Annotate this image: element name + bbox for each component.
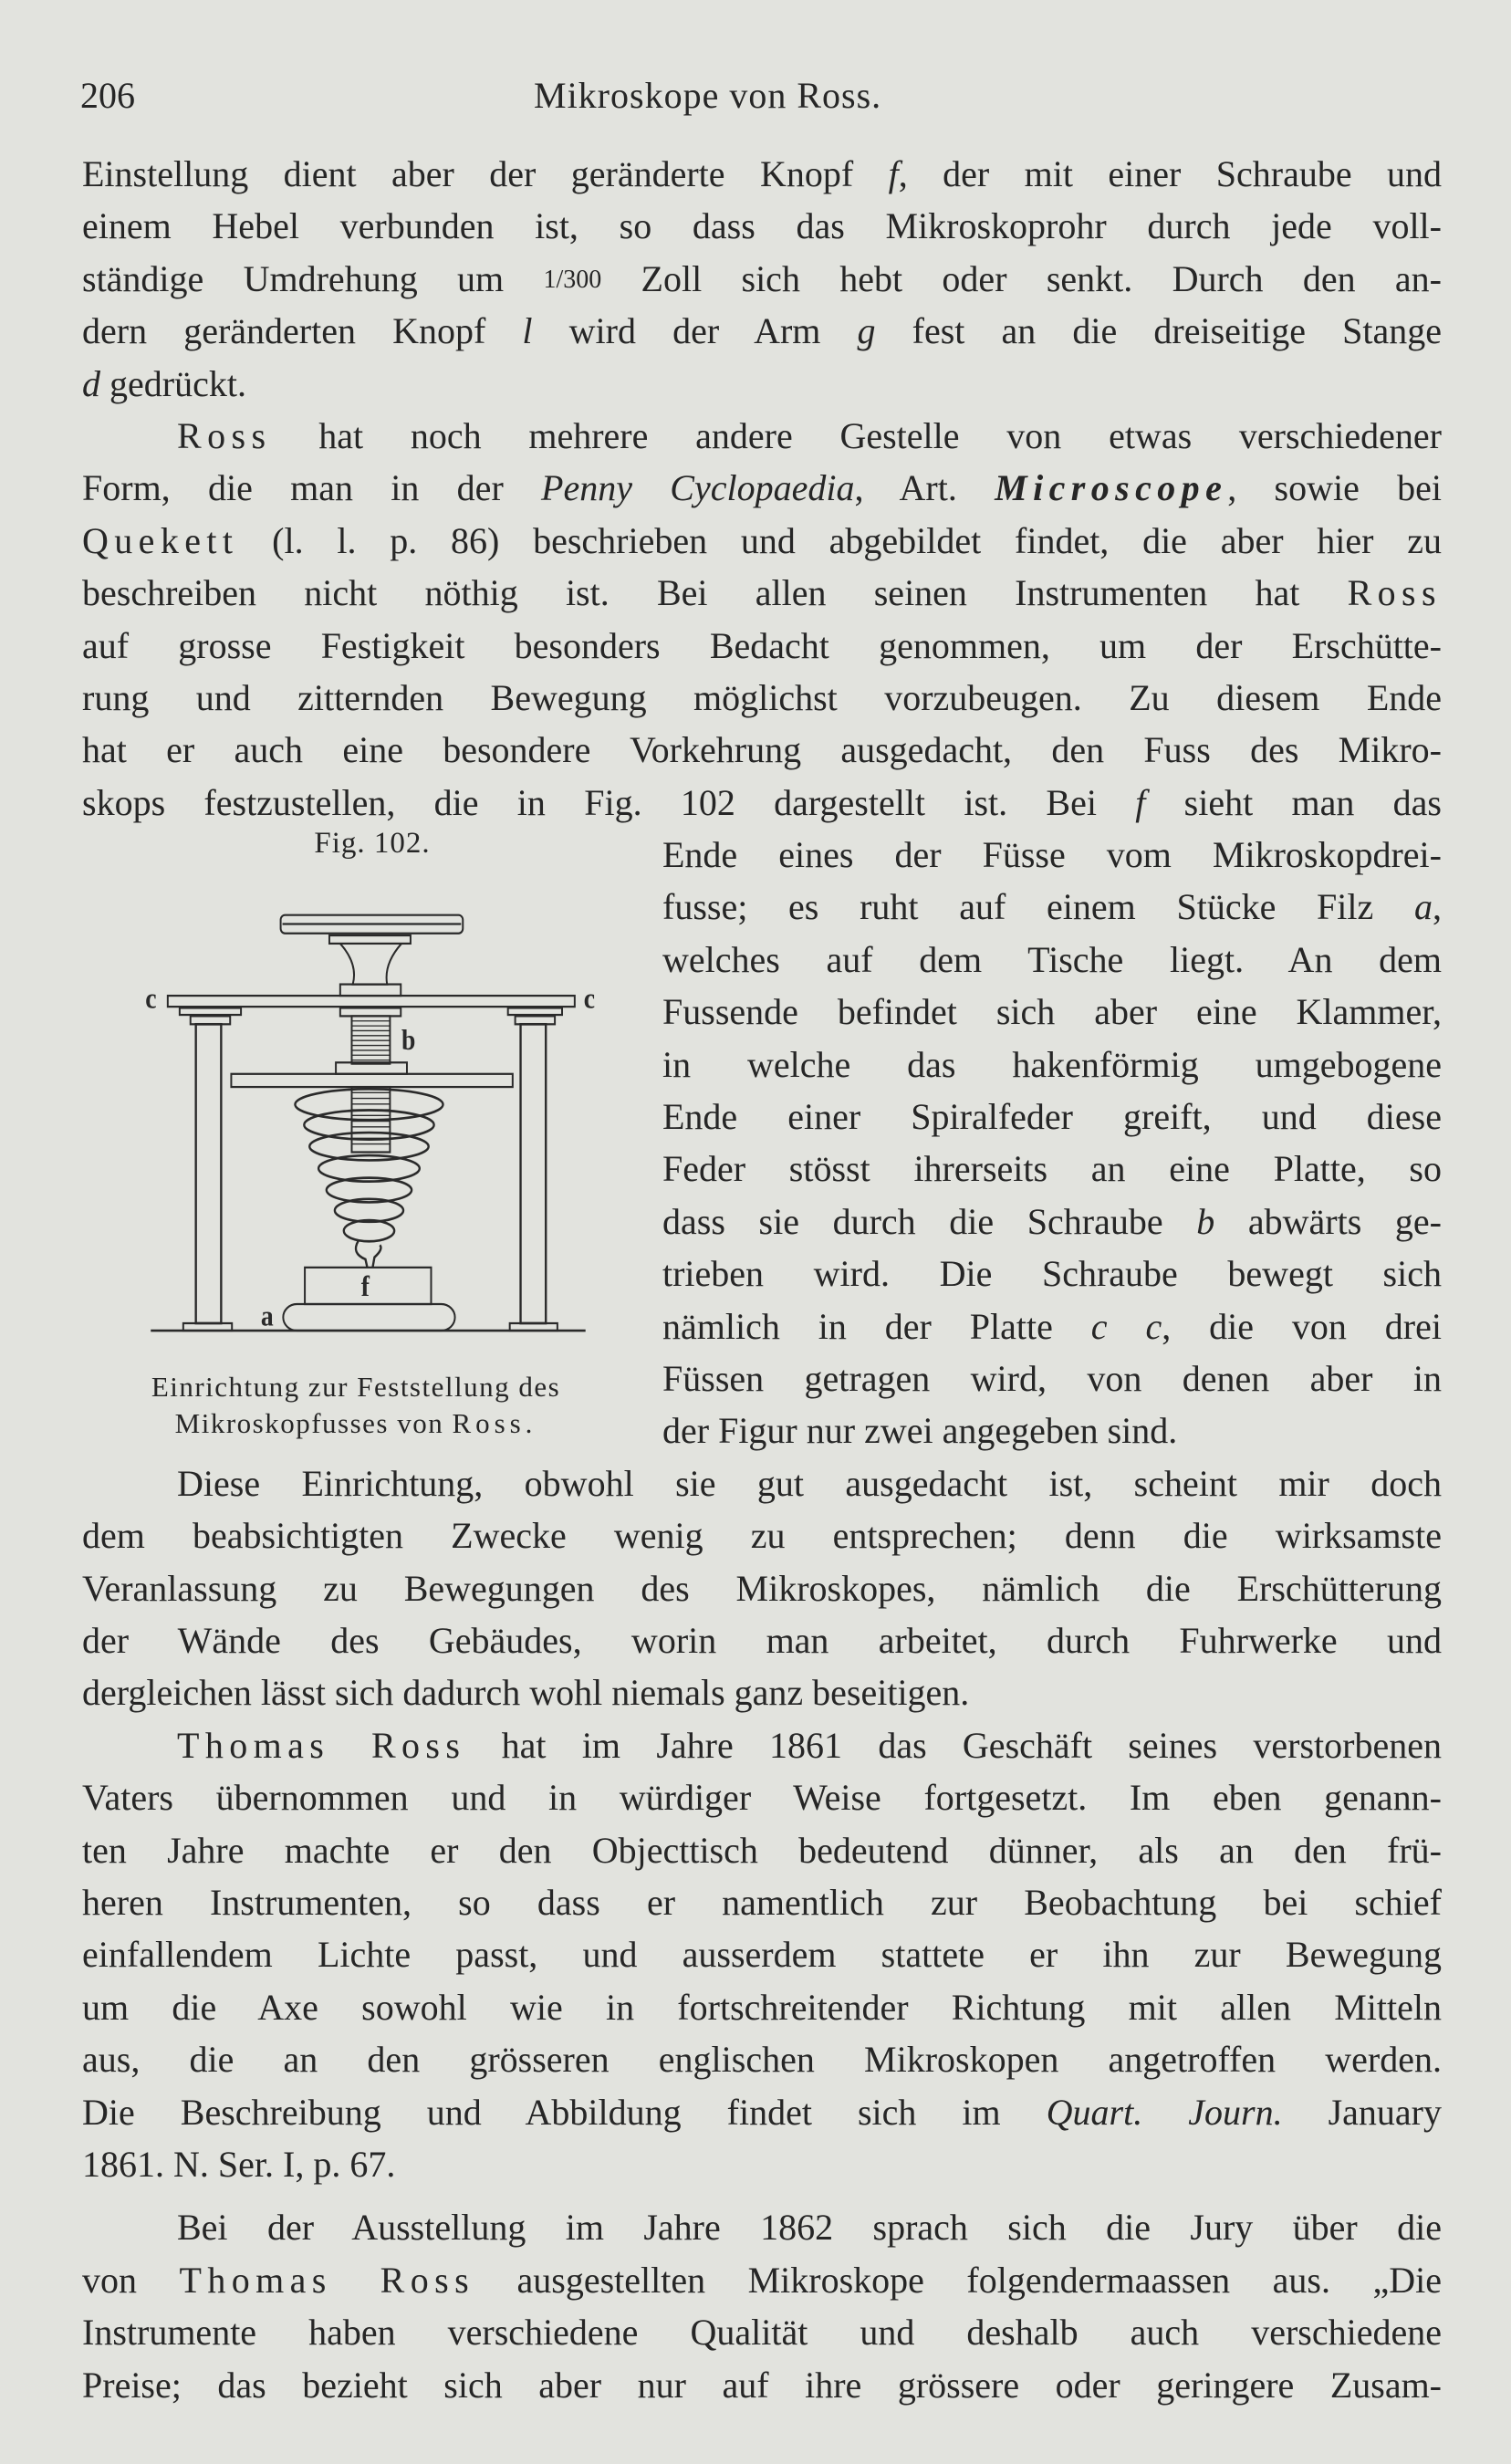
text-run: heren Instrumenten, so dass er namentlich zur Beobachtung bei schief bbox=[82, 1882, 1442, 1923]
italic-text: f bbox=[888, 153, 899, 194]
text-run: Preise; das bezieht sich aber nur auf ihre grössere oder geringere Zusam- bbox=[82, 2364, 1442, 2406]
text-run: dass sie durch die Schraube bbox=[662, 1200, 1197, 1242]
text-run: Zoll sich hebt oder senkt. Durch den an- bbox=[601, 257, 1442, 299]
text-run: hat im Jahre 1861 das Geschäft seines verstorbenen bbox=[465, 1724, 1442, 1766]
italic-text: d bbox=[82, 362, 100, 404]
text-line bbox=[662, 1404, 1442, 1456]
italic-text: l bbox=[522, 310, 533, 352]
text-run: Bei der Ausstellung im Jahre 1862 sprach sich die Jury über die bbox=[177, 2207, 1442, 2249]
italic-text: Microscope bbox=[995, 467, 1228, 509]
text-line bbox=[82, 1562, 1442, 1614]
text-run: dern geränderten Knopf bbox=[82, 310, 523, 352]
text-run: von bbox=[82, 2259, 180, 2301]
text-line bbox=[82, 2201, 1442, 2253]
text-line bbox=[662, 934, 1442, 986]
text-line bbox=[82, 2086, 1442, 2138]
text-run: trieben wird. Die Schraube bewegt sich bbox=[662, 1253, 1442, 1295]
text-line bbox=[662, 829, 1442, 881]
italic-text: b bbox=[1196, 1200, 1215, 1242]
text-run: in welche das hakenförmig umgebogene bbox=[662, 1043, 1442, 1085]
text-run: , Art. bbox=[854, 467, 995, 509]
label-b: b bbox=[401, 1025, 416, 1057]
text-run: Füssen getragen wird, von denen aber in bbox=[662, 1357, 1442, 1399]
text-run: fusse; es ruht auf einem Stücke Filz bbox=[662, 886, 1414, 928]
text-line bbox=[662, 1143, 1442, 1195]
column-left bbox=[180, 1008, 241, 1331]
text-run: um die Axe sowohl wie in fortschreitender Richtung mit allen Mitteln bbox=[82, 1986, 1442, 2028]
text-line bbox=[82, 2254, 1442, 2306]
text-run: der Wände des Gebäudes, worin man arbeitet, durch Fuhrwerke und bbox=[82, 1620, 1442, 1662]
text-line bbox=[82, 2033, 1442, 2085]
text-run: welches auf dem Tische liegt. An dem bbox=[662, 938, 1442, 980]
paragraph-2 bbox=[82, 410, 1442, 829]
text-line bbox=[82, 358, 1442, 410]
text-run: auf grosse Festigkeit besonders Bedacht genommen, um der Erschütte- bbox=[82, 624, 1442, 666]
text-run: beschreiben nicht nöthig ist. Bei allen seinen Instrumenten hat bbox=[82, 572, 1348, 614]
spaced-name: Quekett bbox=[82, 519, 239, 561]
caption-text: Mikroskopfusses von bbox=[174, 1407, 453, 1440]
text-line bbox=[82, 1981, 1442, 2033]
text-line bbox=[82, 2306, 1442, 2358]
text-run: , sowie bei bbox=[1227, 467, 1442, 509]
spaced-name: Ross bbox=[177, 414, 272, 456]
text-run: , bbox=[1433, 886, 1442, 928]
text-line bbox=[82, 2138, 1442, 2190]
microscope-foot-illustration bbox=[91, 821, 657, 1460]
text-line bbox=[82, 410, 1442, 462]
text-run: hat er auch eine besondere Vorkehrung ausgedacht, den Fuss des Mikro- bbox=[82, 729, 1442, 771]
page-number: 206 bbox=[80, 75, 135, 116]
text-run: ständige Umdrehung um bbox=[82, 257, 544, 299]
italic-text: Quart. Journ. bbox=[1046, 2091, 1283, 2133]
spaced-name: Thomas Ross bbox=[179, 2259, 475, 2301]
text-line bbox=[662, 1300, 1442, 1352]
text-line bbox=[82, 620, 1442, 672]
text-run: nämlich in der Platte bbox=[662, 1305, 1091, 1347]
label-a: a bbox=[260, 1301, 274, 1333]
label-c-right: c bbox=[583, 984, 596, 1015]
label-c-left: c bbox=[145, 984, 157, 1015]
text-run: fest an die dreiseitige Stange bbox=[875, 310, 1442, 352]
text-line bbox=[82, 567, 1442, 619]
text-line bbox=[82, 1771, 1442, 1823]
screw-b bbox=[336, 1008, 407, 1153]
text-run: Instrumente haben verschiedene Qualität und deshalb auch verschiedene bbox=[82, 2312, 1442, 2354]
text-run: , die von drei bbox=[1162, 1305, 1442, 1347]
text-line bbox=[82, 1614, 1442, 1666]
text-run: Veranlassung zu Bewegungen des Mikroskopes, nämlich die Erschütterung bbox=[82, 1567, 1442, 1609]
text-run: (l. l. p. 86) beschrieben und abgebildet findet, die aber hier zu bbox=[238, 519, 1442, 561]
italic-text: Penny Cyclopaedia bbox=[541, 467, 855, 509]
lower-plate bbox=[231, 1074, 512, 1087]
text-line bbox=[82, 200, 1442, 252]
text-line bbox=[662, 881, 1442, 933]
text-line bbox=[82, 515, 1442, 567]
text-run: einfallendem Lichte passt, und ausserdem stattete er ihn zur Bewegung bbox=[82, 1934, 1442, 1976]
label-f: f bbox=[360, 1271, 370, 1303]
figure-102 bbox=[82, 829, 662, 1457]
text-run: wird der Arm bbox=[532, 310, 858, 352]
text-run: 1861. N. Ser. I, p. 67. bbox=[82, 2143, 396, 2185]
text-run: Ende einer Spiralfeder greift, und diese bbox=[662, 1096, 1442, 1138]
text-run: , der mit einer Schraube und bbox=[898, 153, 1442, 194]
text-line bbox=[662, 1091, 1442, 1143]
figure-label: Fig. 102. bbox=[314, 827, 431, 861]
page-body bbox=[82, 148, 1442, 2411]
text-line bbox=[82, 462, 1442, 514]
text-run: der Figur nur zwei angegeben sind. bbox=[662, 1410, 1178, 1452]
italic-text: f bbox=[1135, 781, 1146, 823]
text-run: ausgestellten Mikroskope folgendermaassen aus. „Die bbox=[474, 2259, 1442, 2301]
text-line bbox=[662, 1039, 1442, 1091]
spaced-name: Thomas Ross bbox=[177, 1724, 466, 1766]
felt-a bbox=[283, 1304, 454, 1331]
text-run: einem Hebel verbunden ist, so dass das Mikroskoprohr durch jede voll- bbox=[82, 205, 1442, 247]
text-run: Die Beschreibung und Abbildung findet sich im bbox=[82, 2091, 1047, 2133]
text-line bbox=[82, 1666, 1442, 1718]
text-line bbox=[662, 1352, 1442, 1404]
text-run: Vaters übernommen und in würdiger Weise fortgesetzt. Im eben genann- bbox=[82, 1777, 1442, 1819]
text-run: January bbox=[1282, 2091, 1442, 2133]
text-line bbox=[662, 986, 1442, 1038]
text-line bbox=[82, 1457, 1442, 1509]
paragraph-4 bbox=[82, 1719, 1442, 2191]
paragraph-3 bbox=[82, 1457, 1442, 1719]
text-line bbox=[82, 1824, 1442, 1876]
italic-text: g bbox=[857, 310, 876, 352]
figure-caption-line-1: Einrichtung zur Feststellung des bbox=[151, 1371, 561, 1404]
text-run: hat noch mehrere andere Gestelle von etwas verschiedener bbox=[271, 414, 1442, 456]
text-run: rung und zitternden Bewegung möglichst vorzubeugen. Zu diesem Ende bbox=[82, 676, 1442, 718]
text-line bbox=[82, 672, 1442, 724]
text-run: abwärts ge- bbox=[1214, 1200, 1443, 1242]
text-line bbox=[82, 1876, 1442, 1928]
text-line bbox=[82, 2359, 1442, 2411]
spaced-name: Ross bbox=[1347, 572, 1442, 614]
text-run: Form, die man in der bbox=[82, 467, 542, 509]
text-run: Einstellung dient aber der geränderte Knopf bbox=[82, 153, 889, 194]
text-run: ten Jahre machte er den Objecttisch bedeutend dünner, als an den frü- bbox=[82, 1829, 1442, 1871]
text-run: gedrückt. bbox=[100, 362, 246, 404]
text-run: sieht man das bbox=[1145, 781, 1442, 823]
italic-text: c c bbox=[1090, 1305, 1162, 1347]
text-run: dergleichen lässt sich dadurch wohl niemals ganz beseitigen. bbox=[82, 1672, 970, 1714]
text-run: Diese Einrichtung, obwohl sie gut ausgedacht ist, scheint mir doch bbox=[177, 1462, 1442, 1504]
figure-section bbox=[82, 829, 1442, 1457]
paragraph-5 bbox=[82, 2201, 1442, 2411]
fraction: 1/300 bbox=[543, 265, 602, 294]
caption-name: Ross. bbox=[452, 1407, 537, 1440]
plate-cc bbox=[168, 996, 575, 1007]
stage-top-plate bbox=[281, 915, 464, 996]
text-run: Ende eines der Füsse vom Mikroskopdrei- bbox=[662, 834, 1442, 876]
text-line bbox=[82, 1928, 1442, 1980]
text-line bbox=[82, 148, 1442, 200]
text-run: Feder stösst ihrerseits an eine Platte, so bbox=[662, 1148, 1442, 1190]
paragraph-2-continued bbox=[662, 829, 1442, 1457]
text-run: Fussende befindet sich aber eine Klammer, bbox=[662, 991, 1442, 1033]
text-run: aus, die an den grösseren englischen Mikroskopen angetroffen werden. bbox=[82, 2039, 1442, 2081]
column-right bbox=[508, 1008, 562, 1331]
text-run: dem beabsichtigten Zwecke wenig zu entsprechen; denn die wirksamste bbox=[82, 1515, 1442, 1557]
text-line bbox=[662, 1195, 1442, 1248]
text-line bbox=[662, 1248, 1442, 1300]
figure-caption-line-2 bbox=[55, 1405, 657, 1442]
text-line bbox=[82, 1509, 1442, 1561]
text-run: skops festzustellen, die in Fig. 102 dargestellt ist. Bei bbox=[82, 781, 1136, 823]
running-title: Mikroskope von Ross. bbox=[534, 75, 882, 116]
paragraph-1 bbox=[82, 148, 1442, 410]
text-line bbox=[82, 724, 1442, 776]
italic-text: a bbox=[1414, 886, 1433, 928]
text-line bbox=[82, 305, 1442, 357]
text-line bbox=[82, 253, 1442, 305]
text-line bbox=[82, 1719, 1442, 1771]
